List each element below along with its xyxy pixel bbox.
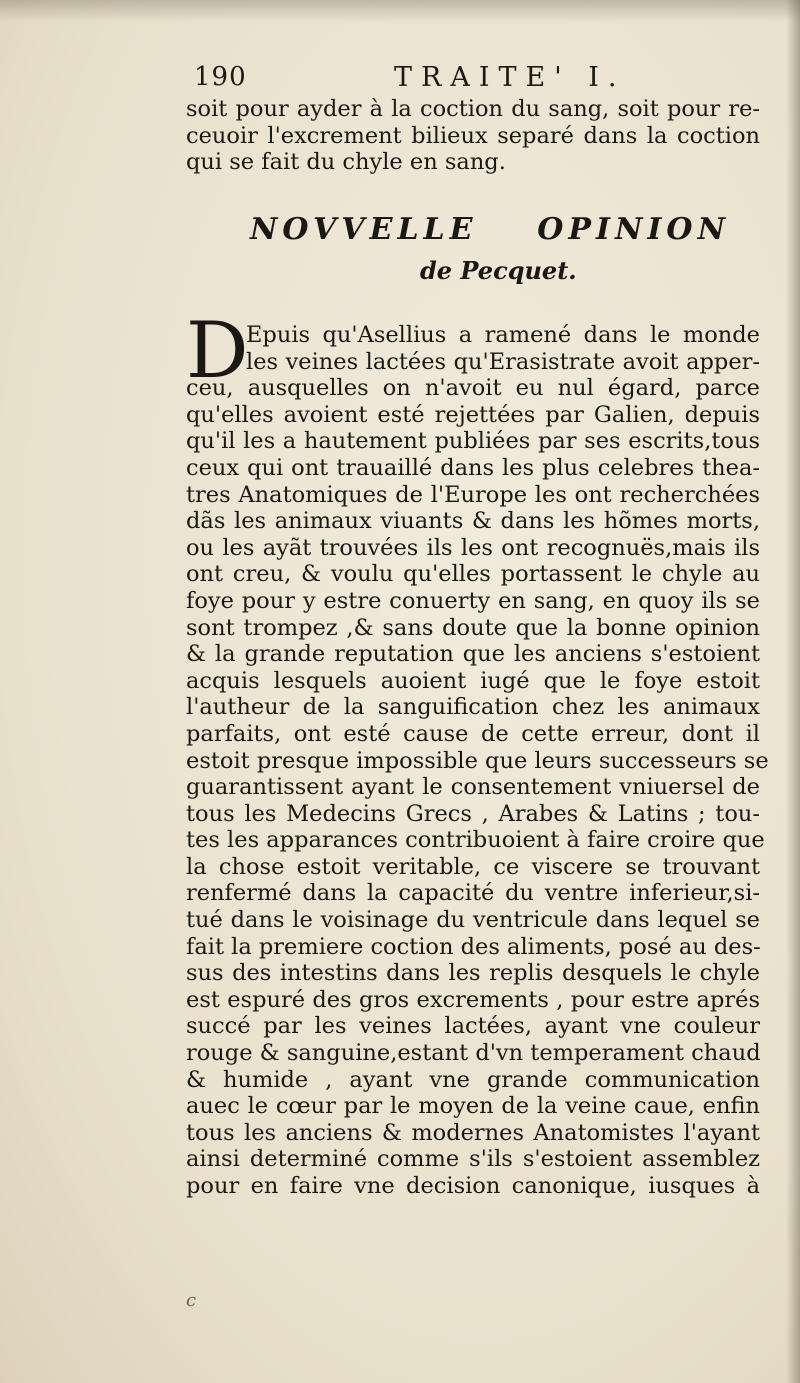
text-line: soit pour ayder à la coction du sang, soit pour re-: [186, 96, 760, 122]
text-line: foye pour y estre conuerty en sang, en quoy ils se: [186, 587, 760, 614]
text-line: ceuoir l'excrement bilieux separé dans la coction: [186, 122, 760, 149]
drop-cap: D: [186, 306, 249, 396]
page-edge-shadow: [786, 0, 800, 1383]
text-line: renfermé dans la capacité du ventre inferieur,si-: [186, 880, 760, 907]
text-line: l'autheur de la sanguification chez les animaux: [186, 694, 760, 721]
text-line: rouge & sanguine,estant d'vn temperament chaud: [186, 1040, 761, 1067]
text-line: qui se fait du chyle en sang.: [186, 149, 506, 176]
section-title: NOVVELLE OPINION: [250, 212, 730, 247]
signature-mark: c: [186, 1290, 197, 1311]
text-line: & la grande reputation que les anciens s'estoient: [186, 641, 760, 668]
text-line: fait la premiere coction des aliments, posé au des-: [186, 933, 761, 960]
text-line: la chose estoit veritable, ce viscere se trouvant: [186, 853, 760, 880]
text-line: qu'elles avoient esté rejettées par Galien, depuis: [186, 401, 760, 428]
text-line: tous les anciens & modernes Anatomistes l'ayant: [186, 1119, 760, 1146]
text-line: ou les ayãt trouvées ils les ont recognuës,mais ils: [186, 534, 760, 561]
body-paragraph: [186, 322, 769, 1200]
text-line: ceu, ausquelles on n'avoit eu nul égard, parce: [186, 375, 760, 402]
text-line: guarantissent ayant le consentement vniuersel de: [186, 774, 760, 801]
text-line: les veines lactées qu'Erasistrate avoit apper-: [246, 348, 760, 375]
page-top-shadow: [0, 0, 800, 22]
text-line: estoit presque impossible que leurs successeurs se: [186, 747, 769, 774]
text-line: auec le cœur par le moyen de la veine caue, enfin: [186, 1093, 760, 1120]
text-line: dãs les animaux viuants & dans les hõmes morts,: [186, 508, 760, 535]
text-line: tres Anatomiques de l'Europe les ont recherchées: [186, 481, 760, 508]
text-line: Epuis qu'Asellius a ramené dans le monde: [246, 322, 760, 348]
text-line: sont trompez ,& sans doute que la bonne opinion: [186, 614, 760, 641]
section-subtitle: de Pecquet.: [420, 256, 577, 285]
page-header: [194, 62, 774, 96]
running-title: TRAITE' I.: [394, 62, 626, 93]
text-line: ont creu, & voulu qu'elles portassent le chyle au: [186, 561, 760, 588]
text-line: succé par les veines lactées, ayant vne couleur: [186, 1013, 760, 1040]
text-line: ainsi determiné comme s'ils s'estoient assemblez: [186, 1146, 760, 1173]
text-line: est espuré des gros excrements , pour estre aprés: [186, 986, 760, 1013]
text-line: tué dans le voisinage du ventricule dans lequel se: [186, 907, 760, 934]
text-line: parfaits, ont esté cause de cette erreur, dont il: [186, 720, 760, 747]
text-line: sus des intestins dans les replis desquels le chyle: [186, 960, 760, 987]
text-line: ceux qui ont trauaillé dans les plus celebres thea-: [186, 454, 760, 481]
text-line: acquis lesquels auoient iugé que le foye estoit: [186, 667, 760, 694]
text-line: pour en faire vne decision canonique, iusques à: [186, 1173, 760, 1199]
text-line: tous les Medecins Grecs , Arabes & Latins ; tou-: [186, 800, 760, 827]
text-line: qu'il les a hautement publiées par ses escrits,tous: [186, 428, 760, 455]
text-line: & humide , ayant vne grande communication: [186, 1066, 760, 1093]
intro-paragraph: [186, 96, 760, 176]
text-line: tes les apparances contribuoient à faire croire que: [186, 827, 765, 854]
page-number: 190: [194, 62, 247, 92]
